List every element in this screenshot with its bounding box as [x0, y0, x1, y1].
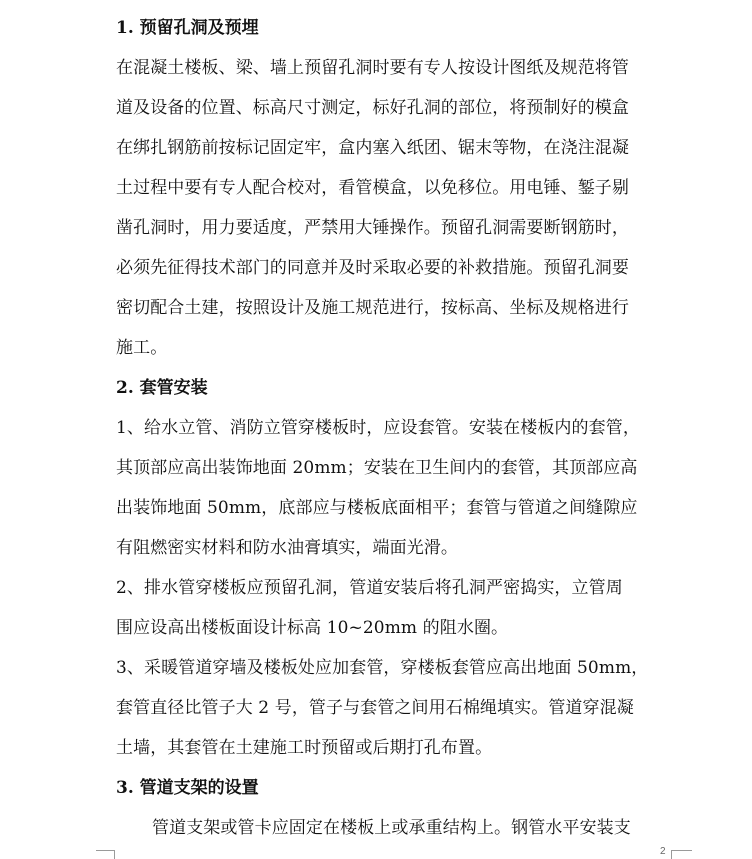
- text-line: 1、给水立管、消防立管穿楼板时，应设套管。安装在楼板内的套管，: [116, 418, 640, 438]
- corner-mark-left: [96, 850, 114, 851]
- text-line: 在绑扎钢筋前按标记固定牢，盒内塞入纸团、锯末等物，在浇注混凝: [116, 138, 629, 158]
- text-line: 土墙，其套管在土建施工时预留或后期打孔布置。: [116, 738, 493, 758]
- page-number: 2: [660, 846, 666, 857]
- paragraph: [116, 568, 672, 648]
- text-line: 3、采暖管道穿墙及楼板处应加套管，穿楼板套管应高出地面 50mm，: [116, 658, 649, 678]
- text-line: 2、排水管穿楼板应预留孔洞，管道安装后将孔洞严密捣实，立管周: [116, 578, 623, 598]
- section-heading-2: 2. 套管安装: [116, 378, 208, 398]
- text-line: 凿孔洞时，用力要适度，严禁用大锤操作。预留孔洞需要断钢筋时，: [116, 218, 629, 238]
- paragraph: [116, 648, 672, 768]
- text-line: 土过程中要有专人配合校对，看管模盒，以免移位。用电锤、錾子剔: [116, 178, 629, 198]
- section-heading-1: 1. 预留孔洞及预埋: [116, 18, 259, 38]
- text-line: 在混凝土楼板、梁、墙上预留孔洞时要有专人按设计图纸及规范将管: [116, 58, 629, 78]
- text-line: 套管直径比管子大 2 号，管子与套管之间用石棉绳填实。管道穿混凝: [116, 698, 634, 718]
- text-line: 有阻燃密实材料和防水油膏填实，端面光滑。: [116, 538, 458, 558]
- text-line: 出装饰地面 50mm，底部应与楼板底面相平；套管与管道之间缝隙应: [116, 498, 638, 518]
- corner-mark-right: [672, 850, 692, 851]
- text-line: 施工。: [116, 338, 168, 358]
- section-heading-3: 3. 管道支架的设置: [116, 778, 259, 798]
- text-line: 其顶部应高出装饰地面 20mm；安装在卫生间内的套管，其顶部应高: [116, 458, 638, 478]
- text-line: 密切配合土建，按照设计及施工规范进行，按标高、坐标及规格进行: [116, 298, 629, 318]
- paragraph: [116, 408, 672, 568]
- document-body: [116, 8, 672, 848]
- text-line: 必须先征得技术部门的同意并及时采取必要的补救措施。预留孔洞要: [116, 258, 629, 278]
- corner-mark-left-vertical: [114, 850, 115, 859]
- paragraph: [116, 48, 672, 368]
- text-line: 管道支架或管卡应固定在楼板上或承重结构上。钢管水平安装支: [152, 818, 631, 838]
- paragraph: [116, 808, 672, 848]
- corner-mark-right-vertical: [671, 850, 672, 859]
- text-line: 道及设备的位置、标高尺寸测定，标好孔洞的部位，将预制好的模盒: [116, 98, 629, 118]
- text-line: 围应设高出楼板面设计标高 10~20mm 的阻水圈。: [116, 618, 509, 638]
